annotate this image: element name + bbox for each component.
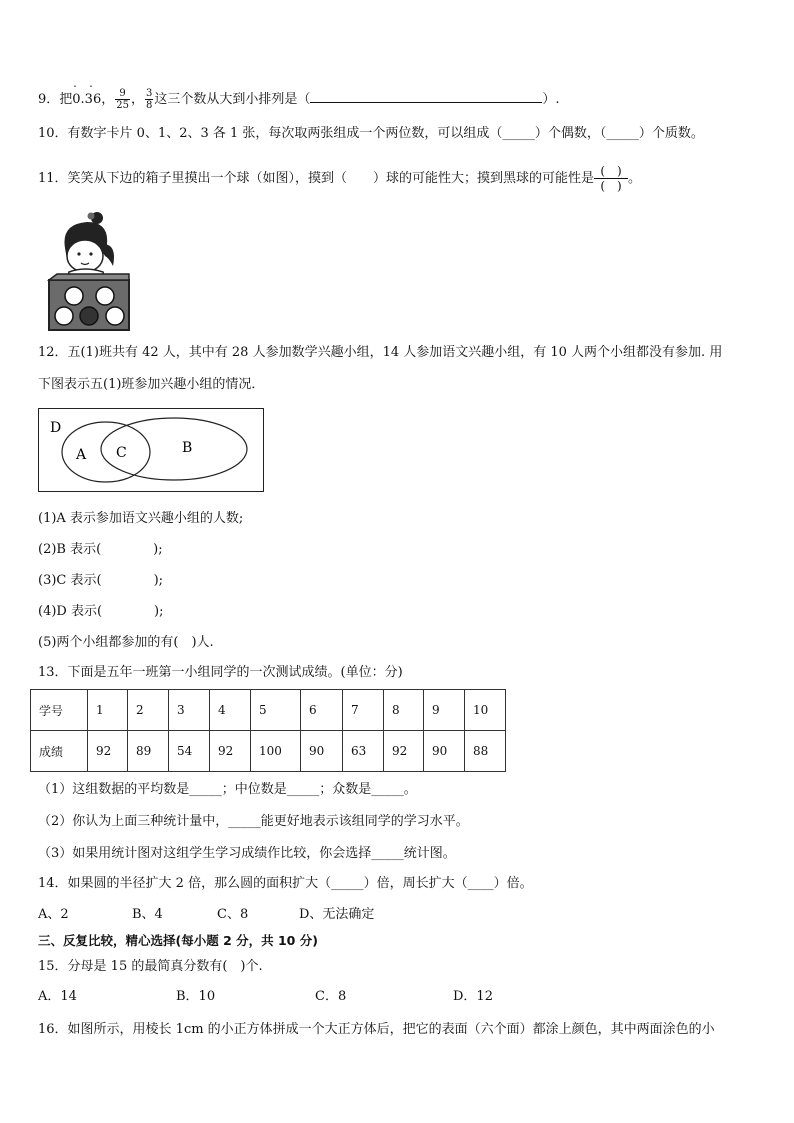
q15-option-b[interactable]: B．10 (176, 989, 216, 1004)
question-9: 9．把 · · 0.36， $\frac{9}{25}$ ， $\frac{3}{8}$ 这三个数从大到小排列是（ ）. (38, 80, 560, 111)
q15-option-d[interactable]: D．12 (453, 989, 493, 1004)
table-cell: 10 (465, 690, 506, 731)
table-cell: 89 (128, 731, 169, 772)
q12-sub-2: (2)B 表示( ); (38, 542, 163, 557)
white-ball-icon (96, 287, 114, 305)
q14-option-b[interactable]: B、4 (132, 907, 163, 922)
question-11: 11．笑笑从下边的箱子里摸出一个球（如图），摸到（ ）球的可能性大；摸到黑球的可能性是 ( ) ( ) 。 (38, 164, 642, 193)
q14-option-c[interactable]: C、8 (217, 907, 249, 922)
table-cell: 成绩 (31, 731, 88, 772)
table-cell: 3 (169, 690, 210, 731)
question-13-title: 13．下面是五年一班第一小组同学的一次测试成绩。(单位：分) (38, 665, 403, 680)
face-icon (67, 240, 103, 272)
q13-sub-3: （3）如果用统计图对这组学生学习成绩作比较，你会选择_____统计图。 (38, 846, 456, 861)
table-row (31, 731, 506, 772)
black-ball-icon (80, 307, 98, 325)
q12-sub-4: (4)D 表示( ); (38, 604, 164, 619)
q14-option-d[interactable]: D、无法确定 (299, 907, 375, 922)
table-cell: 2 (128, 690, 169, 731)
table-cell: 8 (384, 690, 424, 731)
table-cell: 92 (210, 731, 251, 772)
repeating-decimal: · · 0.36 (72, 80, 102, 107)
q12-sub-5: (5)两个小组都参加的有( )人. (38, 635, 214, 650)
score-table (30, 689, 506, 772)
table-cell: 90 (301, 731, 343, 772)
q12-sub-3: (3)C 表示( ); (38, 573, 164, 588)
white-ball-icon (65, 287, 83, 305)
label-b: B (182, 440, 193, 456)
fraction-3-8: $\frac{3}{8}$ (146, 88, 153, 111)
table-cell: 4 (210, 690, 251, 731)
table-cell: 92 (88, 731, 128, 772)
q14-option-a[interactable]: A、2 (38, 907, 69, 922)
label-c: C (116, 445, 127, 461)
table-cell: 92 (384, 731, 424, 772)
white-ball-icon (55, 307, 73, 325)
q15-option-a[interactable]: A．14 (38, 989, 77, 1004)
table-cell: 88 (465, 731, 506, 772)
fraction-blank[interactable]: ( ) ( ) (594, 164, 628, 193)
q13-sub-2: （2）你认为上面三种统计量中，_____能更好地表示该组同学的学习水平。 (38, 814, 469, 829)
answer-blank[interactable] (310, 90, 542, 103)
venn-diagram (38, 408, 266, 494)
table-cell: 9 (424, 690, 465, 731)
table-cell: 63 (343, 731, 384, 772)
repeating-dot-icon: · (89, 80, 93, 93)
q13-sub-1: （1）这组数据的平均数是_____；中位数是_____；众数是_____。 (38, 782, 417, 797)
question-15: 15．分母是 15 的最简真分数有( )个. (38, 959, 263, 974)
table-cell: 100 (251, 731, 301, 772)
table-cell: 学号 (31, 690, 88, 731)
table-cell: 1 (88, 690, 128, 731)
section-3-heading: 三、反复比较，精心选择(每小题 2 分，共 10 分) (38, 933, 318, 948)
question-10: 10．有数字卡片 0、1、2、3 各 1 张，每次取两张组成一个两位数，可以组成（_____）个偶数，（_____）个质数。 (38, 126, 704, 141)
q15-option-c[interactable]: C．8 (315, 989, 347, 1004)
white-ball-icon (106, 307, 124, 325)
table-cell: 5 (251, 690, 301, 731)
q12-sub-1: (1)A 表示参加语文兴趣小组的人数; (38, 511, 244, 526)
table-cell: 90 (424, 731, 465, 772)
table-row (31, 690, 506, 731)
table-cell: 54 (169, 731, 210, 772)
question-12-line1: 12．五(1)班共有 42 人，其中有 28 人参加数学兴趣小组，14 人参加语文兴趣小组，有 10 人两个小组都没有参加. 用 (38, 345, 723, 360)
table-cell: 6 (301, 690, 343, 731)
label-d: D (50, 420, 62, 436)
question-16: 16．如图所示，用棱长 1cm 的小正方体拼成一个大正方体后，把它的表面（六个面）都涂上颜色，其中两面涂色的小 (38, 1022, 715, 1037)
table-cell: 7 (343, 690, 384, 731)
fraction-9-25: $\frac{9}{25}$ (116, 88, 129, 111)
label-a: A (76, 447, 87, 463)
repeating-dot-icon: · (73, 80, 77, 93)
q9-suffix: 这三个数从大到小排列是（ (154, 92, 311, 107)
girl-with-ball-box-illustration (47, 208, 133, 332)
question-12-line2: 下图表示五(1)班参加兴趣小组的情况． (38, 377, 265, 392)
question-14: 14．如果圆的半径扩大 2 倍，那么圆的面积扩大（_____）倍，周长扩大（____）倍。 (38, 876, 533, 891)
q9-prefix: 9．把 (38, 92, 73, 107)
